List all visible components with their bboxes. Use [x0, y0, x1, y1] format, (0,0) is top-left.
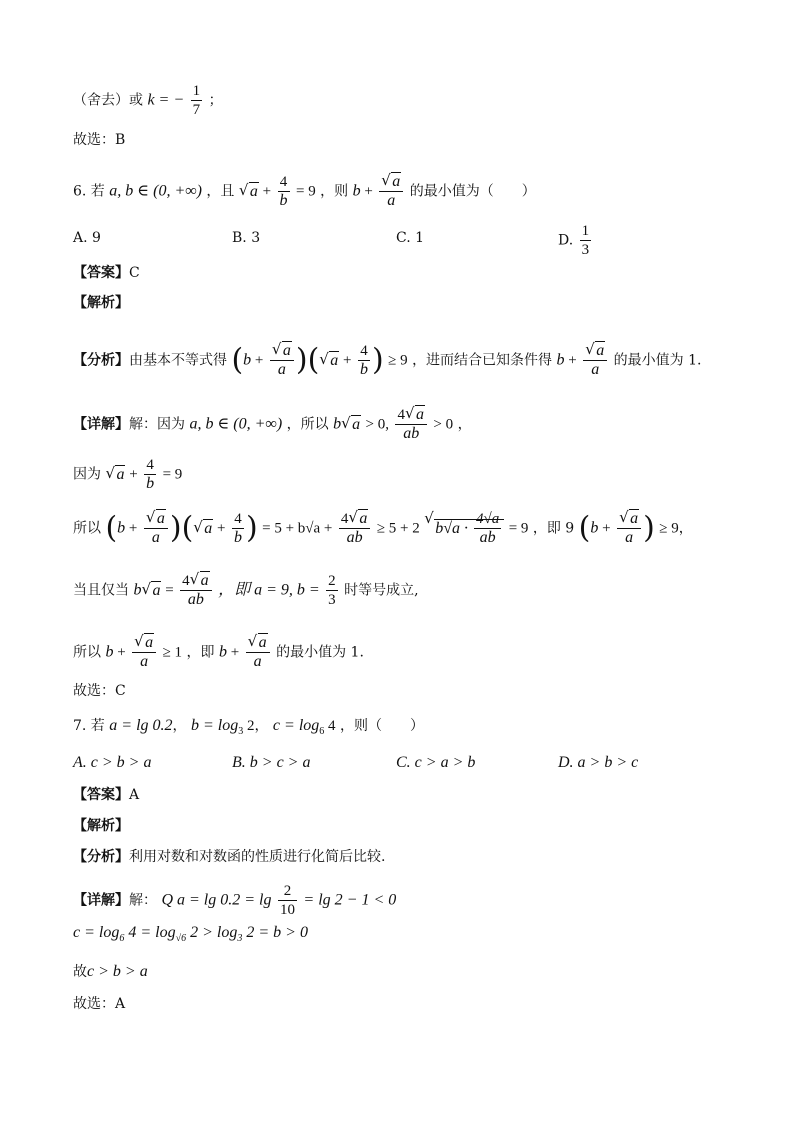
fraction: $\frac{1}{7}$: [192, 83, 201, 118]
analysis-6-heading: 【解析】: [73, 295, 129, 311]
analysis-7-fenxi: 【分析】利用对数和对数函的性质进行化简后比较.: [73, 849, 386, 865]
line-discard: （舍去）或 k = − $\frac{1}{7}$ ；: [73, 83, 223, 118]
detail-6-line4: 当且仅当 b√ a = $\frac{4√ a}{ab}$ ，即 a = 9, b = $\frac{2}{3}$ 时等号成立,: [73, 572, 419, 609]
answer-6: 【答案】C: [73, 265, 140, 281]
detail-6-line1: 【详解】解：因为 a, b ∈ (0, +∞) ，所以 b√ a > 0, $\frac{4√ a}{ab}$ > 0 ，: [73, 406, 472, 443]
question-6: 6. 若 a, b ∈ (0, +∞) ，且 √ a + $\frac{4}{b}$ = 9 ，则 b + √ $\frac{a}{a}$ 的最小值为（ ）: [73, 173, 536, 210]
answer-7: 【答案】A: [73, 787, 140, 803]
q7-option-d: D. a > b > c: [558, 754, 639, 771]
detail-6-line2: 因为 √ a + $\frac{4}{b}$ = 9: [73, 456, 182, 493]
detail-6-line5: 所以 b + √ $\frac{a}{a}$ ≥ 1 ，即 b + √ $\frac{a}{a}$ 的最小值为 1.: [73, 634, 364, 671]
option-d: D. $\frac{1}{3}$: [558, 223, 590, 258]
q7-option-b: B. b > c > a: [232, 754, 311, 771]
q7-option-a: A. c > b > a: [73, 754, 152, 771]
analysis-7-heading: 【解析】: [73, 818, 129, 834]
question-7: 7. 若 a = lg 0.2， $b = \log_3 2$， $c = \log_6 4$ ，则（ ）: [73, 717, 424, 737]
analysis-6-fenxi: 【分析】由基本不等式得 (b + √ $\frac{a}{a}$ )(√ a + $\frac{4}{b}$ ) ≥ 9 ，进而结合已知条件得 b + √ $\frac{a}{a}$ 的最小值为 1.: [73, 342, 701, 379]
option-c: C. 1: [396, 230, 425, 246]
detail-7-line3: 故c > b > a: [73, 963, 148, 980]
answer-choice-c: 故选：C: [73, 683, 126, 699]
option-a: A. 9: [73, 230, 101, 246]
detail-6-line3: 所以 (b + √ $\frac{a}{a}$ )(√ a + $\frac{4}{b}$ ) = 5 + b√a + $\frac{4√ a}{ab}$ ≥ 5 + 2 √ b√a · $\frac{4√a}{ab}$ = 9 ，即 9 (b + √ $\frac{a}{a}$ ) ≥ 9，: [73, 510, 693, 547]
answer-choice-b: 故选：B: [73, 132, 126, 148]
option-b: B. 3: [232, 230, 261, 246]
q7-option-c: C. c > a > b: [396, 754, 476, 771]
answer-choice-a: 故选：A: [73, 996, 126, 1012]
detail-7-line1: 【详解】解： Q a = lg 0.2 = lg $\frac{2}{10}$ = lg 2 − 1 < 0: [73, 883, 397, 918]
detail-7-line2: $c = \log_6 4 = \log_{√6} 2 > \log_3 2 = b > 0$: [73, 924, 308, 944]
